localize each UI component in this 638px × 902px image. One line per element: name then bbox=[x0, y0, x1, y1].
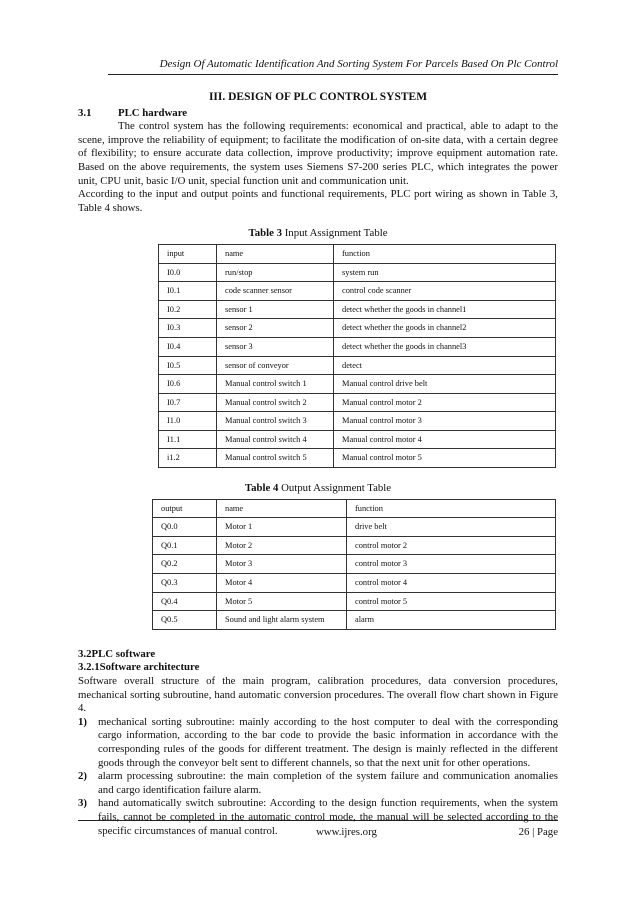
table-row bbox=[159, 430, 556, 449]
table-cell: Manual control motor 5 bbox=[334, 449, 556, 468]
table-cell: control motor 3 bbox=[347, 555, 556, 574]
table-4-caption bbox=[78, 482, 558, 496]
table-row bbox=[153, 555, 556, 574]
table-cell: I1.1 bbox=[159, 430, 217, 449]
table-3-caption bbox=[78, 227, 558, 241]
table-cell: I0.3 bbox=[159, 319, 217, 338]
table-cell: I0.7 bbox=[159, 393, 217, 412]
table-row bbox=[153, 592, 556, 611]
list-item-text: hand automatically switch subroutine: According to the design function requirements, when the system fails, cannot be completed in the automatic control mode, the manual will be selected according to the specific circumstances of manual control. bbox=[98, 797, 558, 837]
table-cell: Motor 1 bbox=[217, 518, 347, 537]
table-row bbox=[159, 412, 556, 431]
table-row bbox=[153, 518, 556, 537]
table-cell: detect whether the goods in channel2 bbox=[334, 319, 556, 338]
table-cell: sensor 2 bbox=[217, 319, 334, 338]
list-item bbox=[78, 716, 558, 770]
table-cell: Q0.5 bbox=[153, 611, 217, 630]
subsection-number: 3.1 bbox=[78, 106, 92, 119]
table-cell: sensor of conveyor bbox=[217, 356, 334, 375]
table-cell: Manual control motor 4 bbox=[334, 430, 556, 449]
table-cell: i1.2 bbox=[159, 449, 217, 468]
table-row bbox=[159, 263, 556, 282]
table-cell: Q0.0 bbox=[153, 518, 217, 537]
table-header-row bbox=[159, 244, 556, 263]
table-row bbox=[159, 300, 556, 319]
table-cell: Q0.1 bbox=[153, 536, 217, 555]
header-rule bbox=[108, 74, 558, 75]
table-cell: Motor 5 bbox=[217, 592, 347, 611]
input-table-body bbox=[159, 244, 556, 467]
table-cell: I0.0 bbox=[159, 263, 217, 282]
table-header-cell: function bbox=[334, 244, 556, 263]
table-row bbox=[159, 319, 556, 338]
table-cell: Q0.4 bbox=[153, 592, 217, 611]
table-cell: Motor 3 bbox=[217, 555, 347, 574]
output-assignment-table bbox=[152, 499, 556, 630]
table-cell: Q0.2 bbox=[153, 555, 217, 574]
table-cell: I1.0 bbox=[159, 412, 217, 431]
table-cell: I0.1 bbox=[159, 282, 217, 301]
table-cell: Manual control switch 1 bbox=[217, 375, 334, 394]
list-item-text: mechanical sorting subroutine: mainly according to the host computer to deal with the corresponding cargo information, according to the bar code to provide the basic information in accordance with the corresponding rules of the goods for different treatment. The design is mainly reflected in the different goods through the conveyor belt sent to different channels, so that the next unit for other operations. bbox=[98, 715, 558, 769]
list-item bbox=[78, 770, 558, 797]
page-body bbox=[78, 91, 558, 838]
table-cell: I0.6 bbox=[159, 375, 217, 394]
table-cell: detect whether the goods in channel3 bbox=[334, 337, 556, 356]
list-item-text: alarm processing subroutine: the main completion of the system failure and communication anomalies and cargo identification failure alarm. bbox=[98, 770, 558, 796]
table-header-cell: input bbox=[159, 244, 217, 263]
table-cell: control motor 2 bbox=[347, 536, 556, 555]
section-title: III. DESIGN OF PLC CONTROL SYSTEM bbox=[208, 91, 428, 103]
table-cell: Manual control switch 4 bbox=[217, 430, 334, 449]
table-row bbox=[159, 337, 556, 356]
table-header-cell: function bbox=[347, 499, 556, 518]
table-cell: Motor 4 bbox=[217, 574, 347, 593]
table-cell: Sound and light alarm system bbox=[217, 611, 347, 630]
output-table-body bbox=[153, 499, 556, 629]
table-cell: I0.5 bbox=[159, 356, 217, 375]
table-cell: system run bbox=[334, 263, 556, 282]
table-header-row bbox=[153, 499, 556, 518]
table-cell: code scanner sensor bbox=[217, 282, 334, 301]
table-cell: Manual control switch 5 bbox=[217, 449, 334, 468]
paragraph-requirements: The control system has the following requirements: economical and practical, able to adapt to the scene, improve the reliability of equipment; to facilitate the modification of on-site data, with a certain degree of flexibility; to ensure accurate data collection, improve productivity; improve equipment automation rate. Based on the above requirements, the system uses Siemens S7-200 series PLC, which integrates the power unit, CPU unit, basic I/O unit, special function unit and communication unit. bbox=[78, 120, 558, 187]
paragraph-architecture: Software overall structure of the main program, calibration procedures, data conversion procedures, mechanical sorting subroutine, hand automatic conversion procedures. The overall flow chart shown in Figure 4. bbox=[78, 675, 558, 715]
table-cell: sensor 1 bbox=[217, 300, 334, 319]
footer-rule bbox=[78, 820, 558, 821]
table-3-title: Input Assignment Table bbox=[282, 227, 388, 240]
subsection-title: PLC hardware bbox=[118, 106, 188, 119]
subsection-heading-3-2: 3.2PLC software bbox=[78, 647, 156, 660]
table-cell: detect whether the goods in channel1 bbox=[334, 300, 556, 319]
list-item-number: 2) bbox=[78, 770, 87, 783]
table-cell: Manual control switch 2 bbox=[217, 393, 334, 412]
table-cell: detect bbox=[334, 356, 556, 375]
table-cell: Manual control drive belt bbox=[334, 375, 556, 394]
table-header-cell: name bbox=[217, 244, 334, 263]
table-3-label: Table 3 bbox=[248, 227, 282, 240]
table-row bbox=[159, 356, 556, 375]
table-cell: I0.4 bbox=[159, 337, 217, 356]
table-cell: alarm bbox=[347, 611, 556, 630]
running-title: Design Of Automatic Identification And Sorting System For Parcels Based On Plc Control bbox=[159, 58, 558, 70]
table-row bbox=[153, 611, 556, 630]
list-item-number: 3) bbox=[78, 797, 87, 810]
table-row bbox=[159, 393, 556, 412]
table-4-title: Output Assignment Table bbox=[278, 482, 392, 495]
table-cell: control code scanner bbox=[334, 282, 556, 301]
table-cell: control motor 4 bbox=[347, 574, 556, 593]
table-row bbox=[153, 536, 556, 555]
table-cell: I0.2 bbox=[159, 300, 217, 319]
table-row bbox=[159, 282, 556, 301]
table-cell: sensor 3 bbox=[217, 337, 334, 356]
page-number: 26 | Page bbox=[518, 826, 558, 838]
table-cell: run/stop bbox=[217, 263, 334, 282]
table-cell: Motor 2 bbox=[217, 536, 347, 555]
input-assignment-table bbox=[158, 244, 556, 468]
footer-url: www.ijres.org bbox=[316, 826, 377, 838]
table-cell: Manual control motor 3 bbox=[334, 412, 556, 431]
table-cell: control motor 5 bbox=[347, 592, 556, 611]
table-row bbox=[159, 449, 556, 468]
table-cell: drive belt bbox=[347, 518, 556, 537]
table-cell: Manual control motor 2 bbox=[334, 393, 556, 412]
subsubsection-heading-3-2-1: 3.2.1Software architecture bbox=[78, 661, 200, 674]
table-header-cell: name bbox=[217, 499, 347, 518]
table-header-cell: output bbox=[153, 499, 217, 518]
table-4-label: Table 4 bbox=[244, 482, 279, 495]
table-cell: Manual control switch 3 bbox=[217, 412, 334, 431]
list-item-number: 1) bbox=[78, 715, 87, 728]
table-cell: Q0.3 bbox=[153, 574, 217, 593]
table-row bbox=[159, 375, 556, 394]
paragraph-wiring: According to the input and output points and functional requirements, PLC port wiring as shown in Table 3, Table 4 shows. bbox=[78, 188, 558, 214]
table-row bbox=[153, 574, 556, 593]
subsection-heading-3-1 bbox=[78, 107, 558, 121]
